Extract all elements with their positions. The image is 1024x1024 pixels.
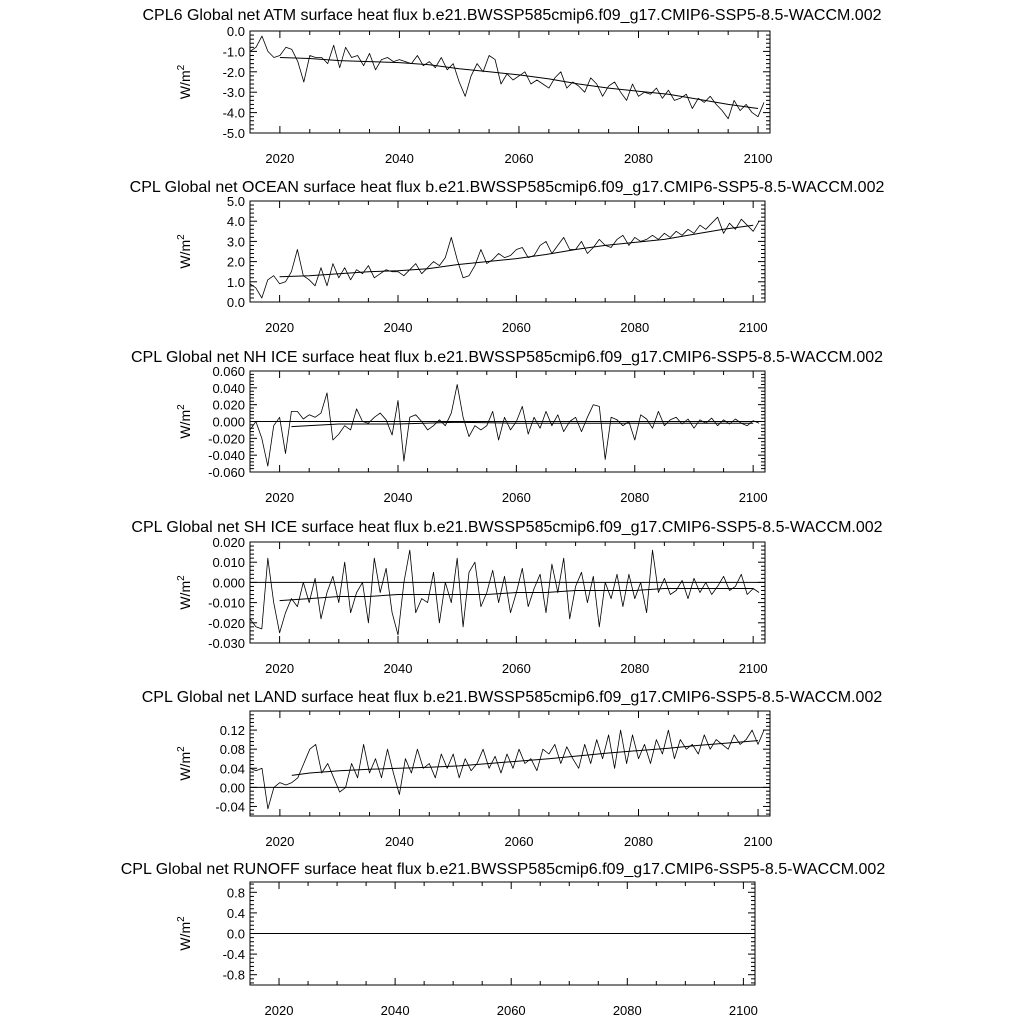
y-tick-label: -1.0 [222, 44, 245, 60]
y-tick-label: 5.0 [226, 194, 245, 209]
x-tick-label: 2080 [624, 151, 653, 166]
y-tick-label: 0.060 [212, 364, 245, 379]
x-tick-label: 2080 [612, 1003, 642, 1018]
series-annual-line [250, 217, 759, 298]
y-axis-label [176, 234, 193, 269]
x-tick-label: 2060 [504, 151, 534, 166]
y-axis-label-unit: W/m [177, 751, 193, 781]
y-tick-label: 0.000 [212, 575, 245, 591]
x-tick-label: 2060 [501, 490, 531, 505]
y-axis-label-superscript: 2 [176, 916, 187, 922]
x-tick-label: 2020 [265, 661, 295, 676]
x-tick-label: 2100 [728, 1003, 758, 1018]
y-axis-label [176, 404, 193, 439]
y-tick-label: -0.010 [208, 595, 245, 611]
series-annual-line [250, 385, 759, 467]
x-tick-label: 2040 [384, 151, 414, 166]
y-tick-label: 0.0 [226, 926, 245, 942]
x-tick-label: 2100 [738, 320, 768, 335]
y-axis-label [176, 575, 193, 610]
y-axis-label-superscript: 2 [176, 234, 187, 240]
x-tick-label: 2040 [383, 490, 413, 505]
x-tick-label: 2060 [501, 320, 531, 335]
y-tick-label: -0.04 [215, 799, 245, 815]
series-annual-line [250, 550, 759, 635]
x-tick-label: 2080 [620, 320, 650, 335]
y-axis-label-superscript: 2 [176, 746, 187, 752]
y-tick-label: -0.030 [208, 636, 245, 651]
plot-frame [250, 201, 765, 302]
series-running-mean-line [280, 589, 754, 601]
x-tick-label: 2080 [624, 834, 653, 849]
x-tick-label: 2020 [265, 834, 295, 849]
y-axis-label-unit: W/m [177, 921, 193, 951]
y-tick-label: -0.060 [208, 465, 245, 480]
y-tick-label: -0.040 [208, 448, 245, 464]
y-tick-label: 0.020 [212, 397, 245, 413]
x-tick-label: 2020 [265, 151, 295, 166]
x-tick-label: 2020 [265, 490, 295, 505]
x-tick-label: 2040 [380, 1003, 410, 1018]
y-tick-label: 0.040 [212, 380, 245, 396]
y-tick-label: 1.0 [226, 274, 245, 290]
y-tick-label: 0.4 [226, 905, 245, 921]
x-tick-label: 2060 [504, 834, 534, 849]
panel-title: CPL Global net RUNOFF surface heat flux b.e21.BWSSP585cmip6.f09_g17.CMIP6-SSP5-8.5-WACCM.002 [120, 861, 886, 878]
panel-title: CPL6 Global net ATM surface heat flux b.e21.BWSSP585cmip6.f09_g17.CMIP6-SSP5-8.5-WACCM.002 [142, 7, 882, 24]
y-axis-label [176, 916, 193, 951]
series-running-mean-line [291, 422, 753, 426]
x-tick-label: 2020 [264, 1003, 294, 1018]
y-tick-label: 4.0 [226, 214, 245, 230]
x-tick-label: 2080 [620, 661, 650, 676]
panel-6 [121, 861, 886, 1018]
x-tick-label: 2040 [384, 834, 414, 849]
panel-title: CPL Global net NH ICE surface heat flux b.e21.BWSSP585cmip6.f09_g17.CMIP6-SSP5-8.5-WACCM.002 [130, 349, 884, 366]
y-tick-label: -0.020 [208, 615, 245, 631]
series-running-mean-line [280, 225, 754, 277]
x-tick-label: 2060 [501, 661, 531, 676]
y-tick-label: 0.000 [212, 414, 245, 430]
y-tick-label: 0.08 [219, 742, 245, 758]
y-tick-label: 0.020 [212, 535, 245, 550]
y-tick-label: 0.8 [226, 885, 245, 901]
x-tick-label: 2060 [496, 1003, 526, 1018]
y-tick-label: -0.4 [222, 947, 245, 963]
y-axis-label-superscript: 2 [176, 404, 187, 410]
y-tick-label: 0.12 [219, 723, 245, 739]
x-tick-label: 2100 [738, 661, 768, 676]
y-tick-label: -0.8 [222, 967, 245, 983]
series-annual-line [250, 36, 764, 119]
y-axis-label-unit: W/m [177, 409, 193, 439]
y-axis-label-superscript: 2 [176, 575, 187, 581]
panel-4 [131, 519, 882, 676]
series-running-mean-line [292, 741, 758, 776]
series-annual-line [250, 730, 764, 809]
y-tick-label: 0.00 [219, 780, 245, 796]
y-tick-label: 3.0 [226, 234, 245, 250]
panel-title: CPL Global net OCEAN surface heat flux b.e21.BWSSP585cmip6.f09_g17.CMIP6-SSP5-8.5-WACCM.002 [129, 179, 885, 196]
y-tick-label: 0.04 [219, 761, 245, 777]
y-tick-label: -4.0 [222, 105, 245, 121]
y-tick-label: -2.0 [222, 64, 245, 80]
y-axis-label-unit: W/m [177, 239, 193, 269]
y-axis-label-unit: W/m [177, 70, 193, 100]
x-tick-label: 2040 [383, 661, 413, 676]
panel-title: CPL Global net SH ICE surface heat flux b.e21.BWSSP585cmip6.f09_g17.CMIP6-SSP5-8.5-WACCM.002 [131, 519, 883, 536]
panel-1 [142, 7, 881, 166]
x-tick-label: 2020 [265, 320, 295, 335]
x-tick-label: 2080 [620, 490, 650, 505]
y-tick-label: 0.0 [226, 24, 245, 39]
series-running-mean-line [280, 58, 758, 109]
panel-title: CPL Global net LAND surface heat flux b.e21.BWSSP585cmip6.f09_g17.CMIP6-SSP5-8.5-WACCM.002 [141, 689, 883, 706]
panel-2 [130, 179, 885, 335]
y-axis-label-unit: W/m [177, 580, 193, 610]
y-axis-label-superscript: 2 [176, 64, 187, 71]
y-tick-label: -5.0 [222, 126, 245, 141]
y-tick-label: 2.0 [226, 254, 245, 270]
y-tick-label: -3.0 [222, 85, 245, 101]
y-axis-label [176, 746, 193, 781]
y-tick-label: 0.0 [226, 295, 245, 310]
plot-frame [250, 31, 770, 133]
x-tick-label: 2040 [383, 320, 413, 335]
x-tick-label: 2100 [738, 490, 768, 505]
x-tick-label: 2100 [743, 151, 773, 166]
y-axis-label [176, 64, 193, 99]
y-tick-label: 0.010 [212, 555, 245, 571]
panel-3 [131, 349, 883, 505]
x-tick-label: 2100 [743, 834, 773, 849]
y-tick-label: -0.020 [208, 431, 245, 447]
panel-5 [142, 689, 883, 849]
